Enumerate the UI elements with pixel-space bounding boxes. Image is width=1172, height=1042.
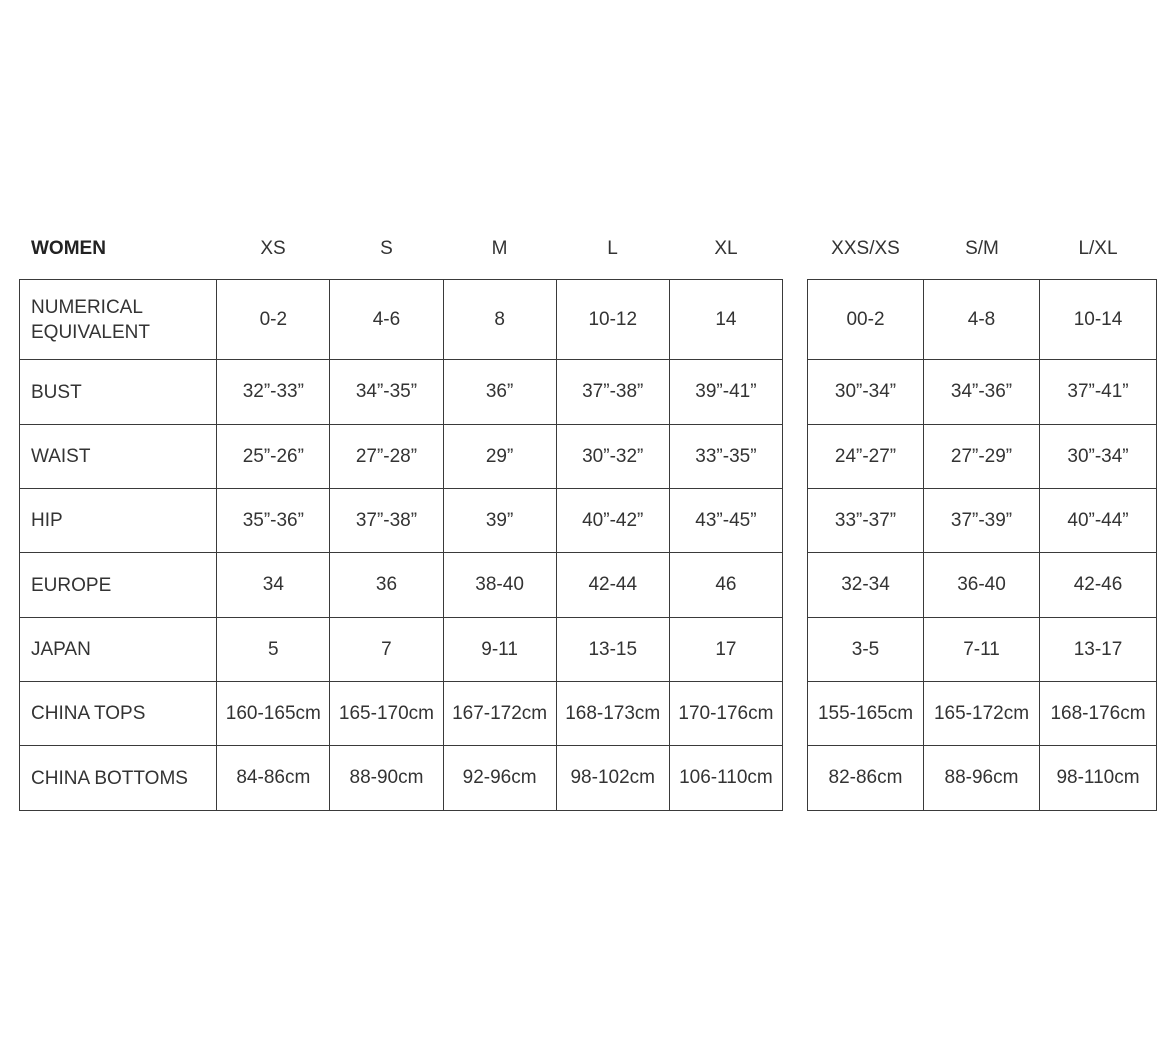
cell-bust-l: 37”-38” bbox=[556, 360, 669, 425]
cell-europe-l: 42-44 bbox=[556, 553, 669, 618]
size-header-m: M bbox=[491, 238, 508, 259]
cell-japan-l-xl: 13-17 bbox=[1040, 618, 1157, 682]
table-row-numerical-equivalent bbox=[808, 280, 1157, 360]
cell-waist-s: 27”-28” bbox=[330, 425, 443, 489]
cell-europe-l-xl: 42-46 bbox=[1040, 553, 1157, 618]
row-label-waist: WAIST bbox=[20, 425, 217, 489]
cell-bust-s-m: 34”-36” bbox=[924, 360, 1040, 425]
table-row-china-bottoms bbox=[808, 746, 1157, 811]
table-row-japan bbox=[20, 618, 783, 682]
cell-numerical-equivalent-xl: 14 bbox=[669, 280, 782, 360]
cell-waist-l: 30”-32” bbox=[556, 425, 669, 489]
cell-numerical-equivalent-l: 10-12 bbox=[556, 280, 669, 360]
cell-hip-s: 37”-38” bbox=[330, 489, 443, 553]
row-label-bust: BUST bbox=[20, 360, 217, 425]
cell-japan-xl: 17 bbox=[669, 618, 782, 682]
cell-numerical-equivalent-m: 8 bbox=[443, 280, 556, 360]
main-size-table bbox=[19, 279, 783, 811]
cell-hip-l-xl: 40”-44” bbox=[1040, 489, 1157, 553]
row-label-europe: EUROPE bbox=[20, 553, 217, 618]
table-row-europe bbox=[808, 553, 1157, 618]
cell-waist-xs: 25”-26” bbox=[217, 425, 330, 489]
cell-hip-xs: 35”-36” bbox=[217, 489, 330, 553]
cell-japan-s-m: 7-11 bbox=[924, 618, 1040, 682]
size-header-l-xl: L/XL bbox=[1078, 238, 1118, 259]
table-row-china-tops bbox=[20, 682, 783, 746]
cell-bust-m: 36” bbox=[443, 360, 556, 425]
size-header-l: L bbox=[607, 238, 618, 259]
cell-china-tops-xs: 160-165cm bbox=[217, 682, 330, 746]
cell-waist-xxs-xs: 24”-27” bbox=[808, 425, 924, 489]
cell-hip-m: 39” bbox=[443, 489, 556, 553]
cell-china-tops-xxs-xs: 155-165cm bbox=[808, 682, 924, 746]
cell-numerical-equivalent-xs: 0-2 bbox=[217, 280, 330, 360]
table-row-europe bbox=[20, 553, 783, 618]
cell-japan-xs: 5 bbox=[217, 618, 330, 682]
table-row-china-tops bbox=[808, 682, 1157, 746]
cell-china-bottoms-m: 92-96cm bbox=[443, 746, 556, 811]
size-chart-title: WOMEN bbox=[31, 238, 106, 259]
row-label-china-tops: CHINA TOPS bbox=[20, 682, 217, 746]
size-header-xxs-xs: XXS/XS bbox=[831, 238, 900, 259]
cell-europe-xs: 34 bbox=[217, 553, 330, 618]
cell-china-bottoms-l: 98-102cm bbox=[556, 746, 669, 811]
cell-europe-s-m: 36-40 bbox=[924, 553, 1040, 618]
table-row-bust bbox=[20, 360, 783, 425]
table-row-hip bbox=[808, 489, 1157, 553]
cell-japan-s: 7 bbox=[330, 618, 443, 682]
cell-numerical-equivalent-xxs-xs: 00-2 bbox=[808, 280, 924, 360]
cell-hip-xl: 43”-45” bbox=[669, 489, 782, 553]
table-row-numerical-equivalent bbox=[20, 280, 783, 360]
cell-japan-xxs-xs: 3-5 bbox=[808, 618, 924, 682]
cell-waist-xl: 33”-35” bbox=[669, 425, 782, 489]
cell-numerical-equivalent-s: 4-6 bbox=[330, 280, 443, 360]
cell-bust-xxs-xs: 30”-34” bbox=[808, 360, 924, 425]
cell-japan-l: 13-15 bbox=[556, 618, 669, 682]
cell-china-tops-m: 167-172cm bbox=[443, 682, 556, 746]
size-header-xs: XS bbox=[260, 238, 286, 259]
cell-bust-l-xl: 37”-41” bbox=[1040, 360, 1157, 425]
size-header-xl: XL bbox=[714, 238, 738, 259]
row-label-numerical-equivalent: NUMERICAL EQUIVALENT bbox=[20, 280, 217, 360]
cell-japan-m: 9-11 bbox=[443, 618, 556, 682]
cell-hip-xxs-xs: 33”-37” bbox=[808, 489, 924, 553]
cell-europe-xxs-xs: 32-34 bbox=[808, 553, 924, 618]
cell-bust-xs: 32”-33” bbox=[217, 360, 330, 425]
cell-china-bottoms-xl: 106-110cm bbox=[669, 746, 782, 811]
table-row-waist bbox=[20, 425, 783, 489]
size-header-s: S bbox=[380, 238, 393, 259]
row-label-japan: JAPAN bbox=[20, 618, 217, 682]
cell-china-bottoms-xs: 84-86cm bbox=[217, 746, 330, 811]
alt-size-table bbox=[807, 279, 1157, 811]
cell-waist-s-m: 27”-29” bbox=[924, 425, 1040, 489]
cell-china-bottoms-s: 88-90cm bbox=[330, 746, 443, 811]
size-header-s-m: S/M bbox=[965, 238, 999, 259]
cell-waist-m: 29” bbox=[443, 425, 556, 489]
cell-numerical-equivalent-l-xl: 10-14 bbox=[1040, 280, 1157, 360]
cell-numerical-equivalent-s-m: 4-8 bbox=[924, 280, 1040, 360]
row-label-hip: HIP bbox=[20, 489, 217, 553]
cell-waist-l-xl: 30”-34” bbox=[1040, 425, 1157, 489]
cell-hip-l: 40”-42” bbox=[556, 489, 669, 553]
cell-china-bottoms-l-xl: 98-110cm bbox=[1040, 746, 1157, 811]
cell-china-bottoms-s-m: 88-96cm bbox=[924, 746, 1040, 811]
cell-bust-s: 34”-35” bbox=[330, 360, 443, 425]
cell-china-tops-l-xl: 168-176cm bbox=[1040, 682, 1157, 746]
cell-europe-xl: 46 bbox=[669, 553, 782, 618]
table-row-japan bbox=[808, 618, 1157, 682]
table-row-bust bbox=[808, 360, 1157, 425]
cell-europe-m: 38-40 bbox=[443, 553, 556, 618]
cell-hip-s-m: 37”-39” bbox=[924, 489, 1040, 553]
table-row-china-bottoms bbox=[20, 746, 783, 811]
cell-europe-s: 36 bbox=[330, 553, 443, 618]
table-row-waist bbox=[808, 425, 1157, 489]
cell-china-tops-l: 168-173cm bbox=[556, 682, 669, 746]
table-row-hip bbox=[20, 489, 783, 553]
cell-bust-xl: 39”-41” bbox=[669, 360, 782, 425]
cell-china-bottoms-xxs-xs: 82-86cm bbox=[808, 746, 924, 811]
row-label-china-bottoms: CHINA BOTTOMS bbox=[20, 746, 217, 811]
cell-china-tops-s-m: 165-172cm bbox=[924, 682, 1040, 746]
cell-china-tops-xl: 170-176cm bbox=[669, 682, 782, 746]
cell-china-tops-s: 165-170cm bbox=[330, 682, 443, 746]
